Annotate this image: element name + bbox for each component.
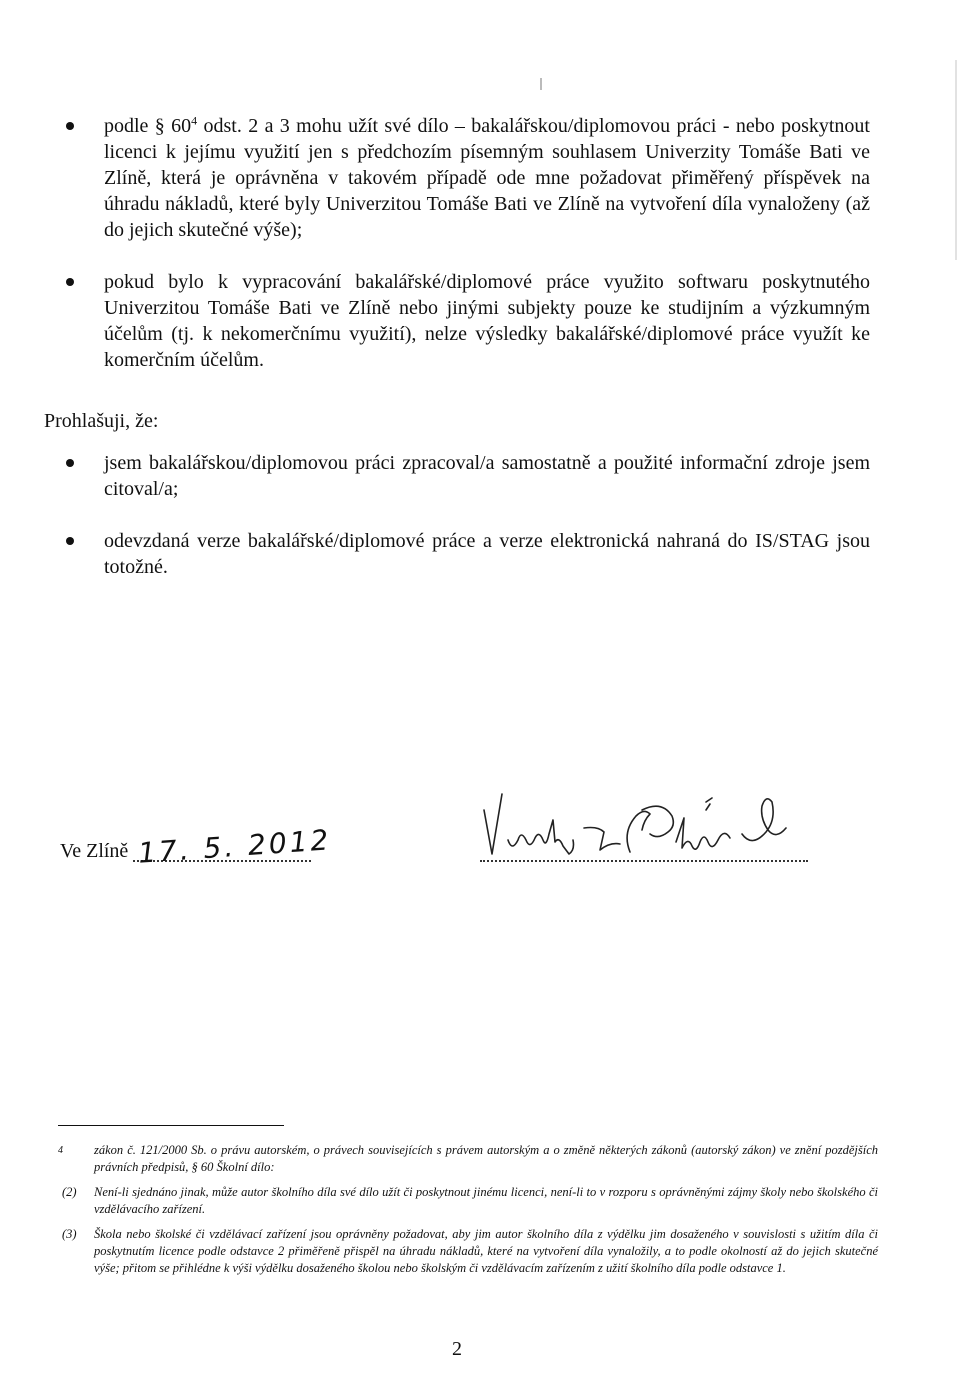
page-number: 2	[452, 1338, 462, 1360]
rights-bullet-list	[0, 113, 960, 373]
bullet-dot-icon	[66, 122, 74, 130]
footnote-mark: 4	[58, 1145, 63, 1156]
bullet-text: pokud bylo k vypracování bakalářské/diplomové práce využito softwaru poskytnutého Univerzitou Tomáše Bati ve Zlíně nebo jinými subjekty pouze ke studijním a výzkumným účelům (tj. k nekomerčnímu využití), nelze výsledky bakalářské/diplomové práce využít ke komerčním účelům.	[104, 271, 870, 371]
bullet-dot-icon	[66, 459, 74, 467]
bullet-item	[0, 269, 960, 373]
footnote-item	[58, 1226, 878, 1277]
footnotes	[58, 1142, 878, 1285]
bullet-dot-icon	[66, 537, 74, 545]
handwritten-signature-icon	[480, 790, 810, 860]
bullet-item	[0, 113, 960, 243]
scan-edge-mark	[955, 60, 957, 260]
footnote-intro-text: zákon č. 121/2000 Sb. o právu autorském, o právech souvisejících s právem autorským a o změně některých zákonů (autorský zákon) ve znění pozdějších právních předpisů, § 60 Školní dílo:	[94, 1143, 878, 1174]
bullet-dot-icon	[66, 278, 74, 286]
footnote-item-number: (3)	[62, 1227, 77, 1241]
handwritten-date: 17. 5. 2012	[137, 823, 333, 870]
bullet-text: odst. 2 a 3 mohu užít své dílo – bakalářskou/diplomovou práci - nebo poskytnout licenci k jejímu využití jen s předchozím písemným souhlasem Univerzity Tomáše Bati ve Zlíně, která je oprávněna v takovém případě ode mne požadovat přiměřený příspěvek na úhradu nákladů, které byly Univerzitou Tomáše Bati ve Zlíně na vytvoření díla vynaloženy (až do jejich skutečné výše);	[104, 115, 870, 241]
scan-speck	[540, 78, 542, 90]
footnote-item	[58, 1184, 878, 1218]
bullet-text: podle § 60	[104, 115, 192, 137]
signature-block	[0, 790, 960, 870]
footnote-separator	[58, 1125, 284, 1126]
footnote-item-text: Škola nebo školské či vzdělávací zařízení jsou oprávněny požadovat, aby jim autor školního díla z výdělku jim dosaženého v souvislosti s užitím díla či poskytnutím licence podle odstavce 2 přiměřeně přispěl na úhradu nákladů, které na vytvoření díla vynaložily, a to podle okolností až do jejich skutečné výše; přitom se přihlédne k výši výdělku dosaženého školou nebo školským či vzdělávacím zařízením z užití školního díla podle odstavce 1.	[94, 1227, 878, 1275]
footnote-intro	[58, 1142, 878, 1176]
bullet-text: jsem bakalářskou/diplomovou práci zpracoval/a samostatně a použité informační zdroje jsem citoval/a;	[104, 452, 870, 500]
footnote-item-number: (2)	[62, 1185, 77, 1199]
signature-dotted-line	[480, 860, 808, 862]
bullet-text: odevzdaná verze bakalářské/diplomové práce a verze elektronická nahraná do IS/STAG jsou totožné.	[104, 530, 870, 578]
bullet-item	[0, 450, 960, 502]
declaration-heading: Prohlašuji, že:	[44, 410, 159, 432]
footnote-reference: 4	[191, 113, 198, 128]
place-label: Ve Zlíně	[60, 840, 129, 862]
footnote-item-text: Není-li sjednáno jinak, může autor školního díla své dílo užít či poskytnout jinému licenci, není-li to v rozporu s oprávněnými zájmy školy nebo školského či vzdělávacího zařízení.	[94, 1185, 878, 1216]
bullet-item	[0, 528, 960, 580]
declaration-bullet-list	[0, 450, 960, 580]
